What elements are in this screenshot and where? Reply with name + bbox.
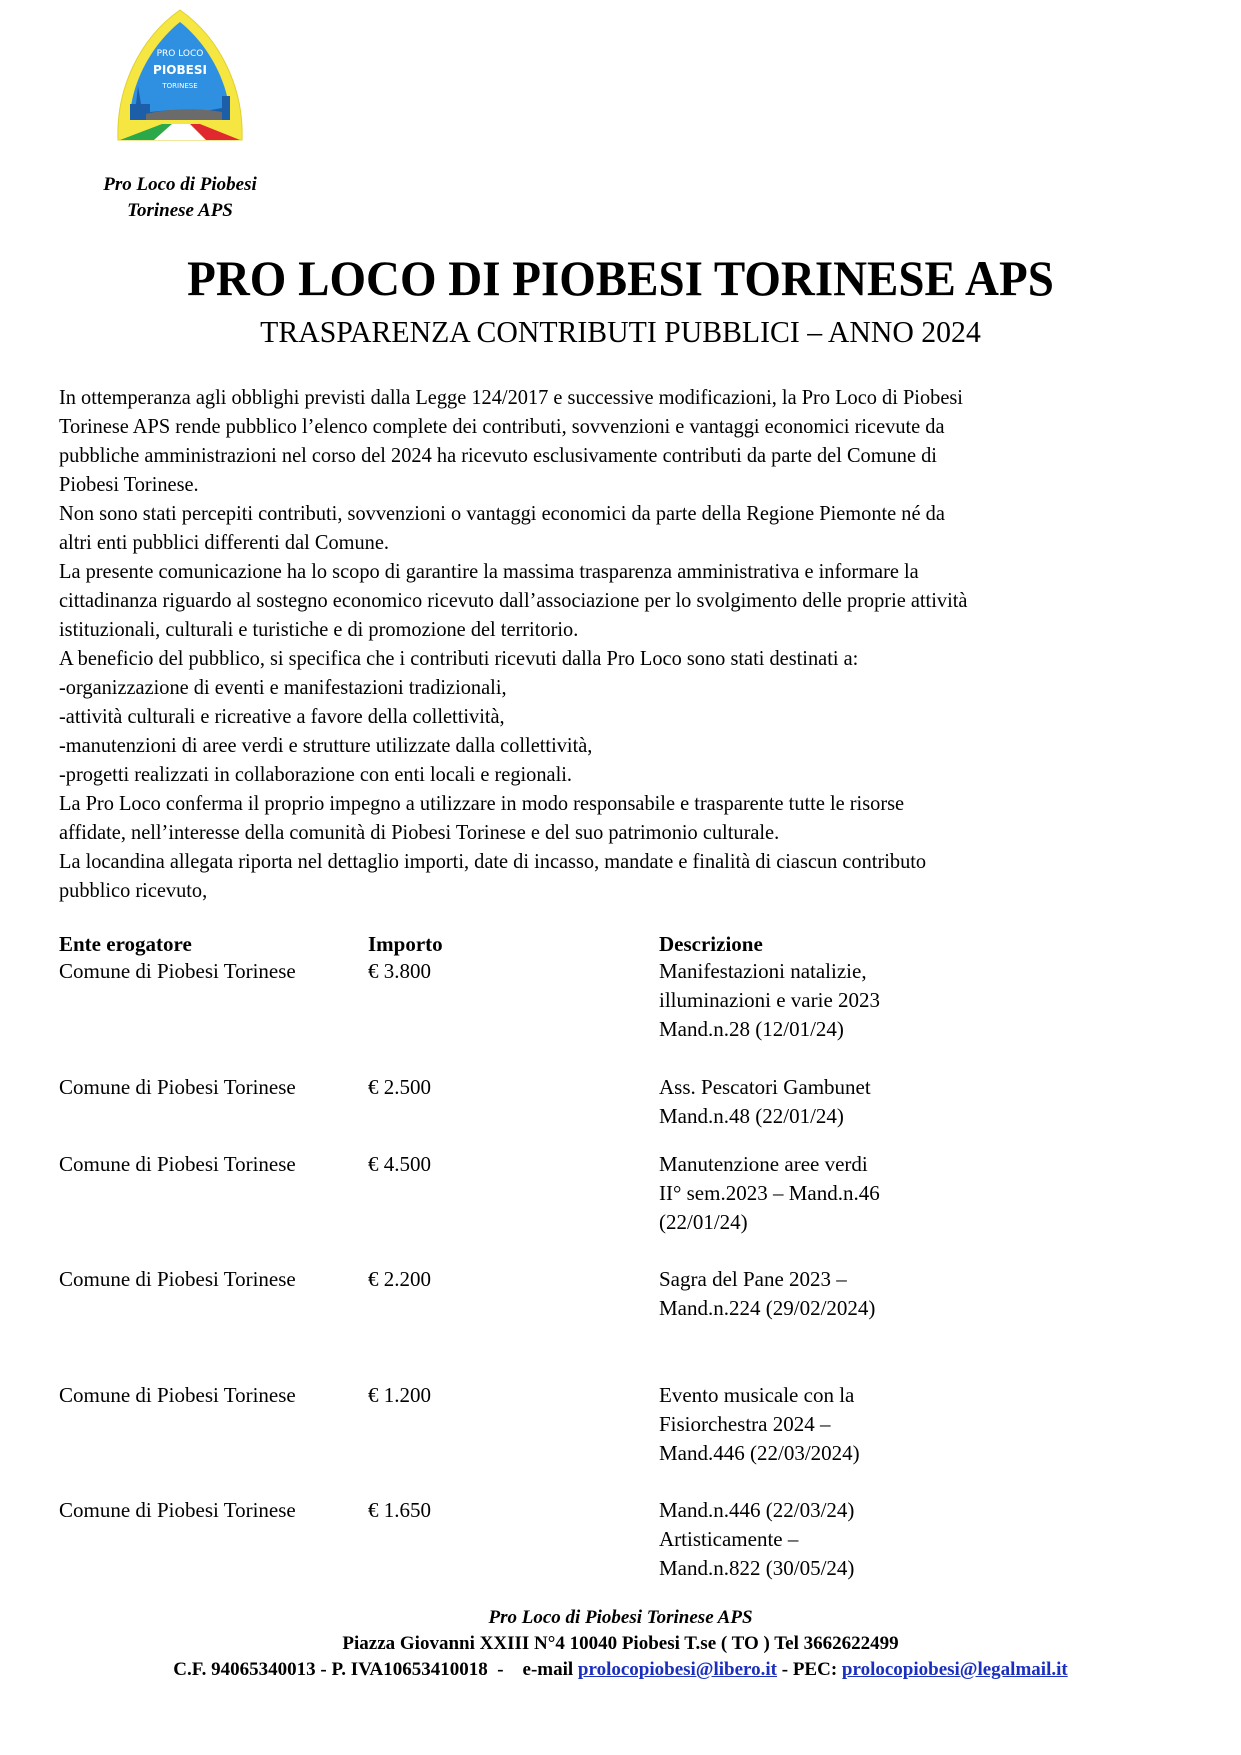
cell-descrizione — [659, 1381, 1159, 1468]
logo-text-sub: TORINESE — [162, 82, 198, 90]
cell-descrizione — [659, 1265, 1159, 1323]
body-line: In ottemperanza agli obblighi previsti dalla Legge 124/2017 e successive modificazioni, la Pro Loco di Piobesi — [59, 385, 963, 409]
list-item: -progetti realizzati in collaborazione con enti locali e regionali. — [59, 762, 572, 786]
descrizione-line: Ass. Pescatori Gambunet — [659, 1075, 871, 1099]
descrizione-line: (22/01/24) — [659, 1210, 748, 1234]
cell-importo: € 4.500 — [368, 1152, 431, 1176]
logo-caption-line2: Torinese APS — [127, 200, 233, 221]
pec-link[interactable]: prolocopiobesi@legalmail.it — [841, 1659, 1068, 1680]
body-text — [59, 383, 1189, 905]
cell-descrizione — [659, 1150, 1159, 1237]
cell-ente: Comune di Piobesi Torinese — [59, 1383, 296, 1407]
cell-ente: Comune di Piobesi Torinese — [59, 1498, 296, 1522]
body-line: pubbliche amministrazioni nel corso del 2024 ha ricevuto esclusivamente contributi da parte del Comune di — [59, 443, 937, 467]
body-line: affidate, nell’interesse della comunità di Piobesi Torinese e del suo patrimonio culturale. — [59, 820, 780, 844]
descrizione-line: Manifestazioni natalizie, — [659, 959, 867, 983]
body-line: La presente comunicazione ha lo scopo di garantire la massima trasparenza amministrativa e informare la — [59, 559, 919, 583]
descrizione-line: Mand.n.28 (12/01/24) — [659, 1017, 844, 1041]
cell-descrizione — [659, 957, 1159, 1044]
descrizione-line: Artisticamente – — [659, 1527, 799, 1551]
logo-text-top: PRO LOCO — [156, 49, 204, 59]
cell-importo: € 1.200 — [368, 1383, 431, 1407]
footer-org-name: Pro Loco di Piobesi Torinese APS — [488, 1607, 753, 1628]
header-importo: Importo — [368, 932, 443, 956]
descrizione-line: Mand.446 (22/03/2024) — [659, 1441, 860, 1465]
header-ente: Ente erogatore — [59, 932, 192, 956]
descrizione-line: illuminazioni e varie 2023 — [659, 988, 881, 1012]
pro-loco-logo — [110, 8, 250, 148]
document-title: PRO LOCO DI PIOBESI TORINESE APS — [187, 250, 1054, 306]
cell-ente: Comune di Piobesi Torinese — [59, 1152, 296, 1176]
logo-text-main: PIOBESI — [153, 63, 207, 77]
body-line: Non sono stati percepiti contributi, sovvenzioni o vantaggi economici da parte della Regione Piemonte né da — [59, 501, 945, 525]
list-item: -attività culturali e ricreative a favore della collettività, — [59, 704, 505, 728]
body-line: Piobesi Torinese. — [59, 472, 199, 496]
body-line: La locandina allegata riporta nel dettaglio importi, date di incasso, mandate e finalità di ciascun contributo — [59, 849, 927, 873]
list-item: -organizzazione di eventi e manifestazioni tradizionali, — [59, 675, 507, 699]
body-line: altri enti pubblici differenti dal Comune. — [59, 530, 389, 554]
descrizione-line: Mand.n.822 (30/05/24) — [659, 1556, 855, 1580]
email-link[interactable]: prolocopiobesi@libero.it — [577, 1659, 777, 1680]
body-line: pubblico ricevuto, — [59, 878, 208, 902]
descrizione-line: Sagra del Pane 2023 – — [659, 1267, 847, 1291]
body-line: La Pro Loco conferma il proprio impegno a utilizzare in modo responsabile e trasparente tutte le risorse — [59, 791, 905, 815]
header-descrizione: Descrizione — [659, 932, 763, 956]
cell-importo: € 1.650 — [368, 1498, 431, 1522]
footer-fiscal: C.F. 94065340013 - P. IVA10653410018 - e-mail — [173, 1659, 578, 1680]
cell-descrizione — [659, 1073, 1159, 1131]
descrizione-line: II° sem.2023 – Mand.n.46 — [659, 1181, 880, 1205]
cell-descrizione — [659, 1496, 1159, 1583]
cell-importo: € 2.200 — [368, 1267, 431, 1291]
cell-importo: € 3.800 — [368, 959, 431, 983]
cell-ente: Comune di Piobesi Torinese — [59, 959, 296, 983]
pec-label: - PEC: — [777, 1659, 842, 1680]
footer — [0, 1605, 1241, 1683]
footer-contacts — [0, 1657, 1241, 1683]
descrizione-line: Mand.n.224 (29/02/2024) — [659, 1296, 876, 1320]
descrizione-line: Mand.n.446 (22/03/24) — [659, 1498, 855, 1522]
body-line: Torinese APS rende pubblico l’elenco complete dei contributi, sovvenzioni e vantaggi economici ricevute da — [59, 414, 945, 438]
descrizione-line: Evento musicale con la — [659, 1383, 855, 1407]
document-subtitle: TRASPARENZA CONTRIBUTI PUBBLICI – ANNO 2024 — [260, 314, 981, 349]
descrizione-line: Mand.n.48 (22/01/24) — [659, 1104, 844, 1128]
body-line: A beneficio del pubblico, si specifica che i contributi ricevuti dalla Pro Loco sono stati destinati a: — [59, 646, 859, 670]
cell-ente: Comune di Piobesi Torinese — [59, 1267, 296, 1291]
logo-caption — [60, 172, 300, 224]
descrizione-line: Fisiorchestra 2024 – — [659, 1412, 831, 1436]
descrizione-line: Manutenzione aree verdi — [659, 1152, 868, 1176]
cell-importo: € 2.500 — [368, 1075, 431, 1099]
body-line: cittadinanza riguardo al sostegno economico ricevuto dall’associazione per lo svolgimento delle proprie attività — [59, 588, 968, 612]
footer-address: Piazza Giovanni XXIII N°4 10040 Piobesi T.se ( TO ) Tel 3662622499 — [342, 1633, 899, 1654]
body-line: istituzionali, culturali e turistiche e di promozione del territorio. — [59, 617, 579, 641]
logo-caption-line1: Pro Loco di Piobesi — [103, 174, 257, 195]
cell-ente: Comune di Piobesi Torinese — [59, 1075, 296, 1099]
list-item: -manutenzioni di aree verdi e strutture utilizzate dalla collettività, — [59, 733, 593, 757]
